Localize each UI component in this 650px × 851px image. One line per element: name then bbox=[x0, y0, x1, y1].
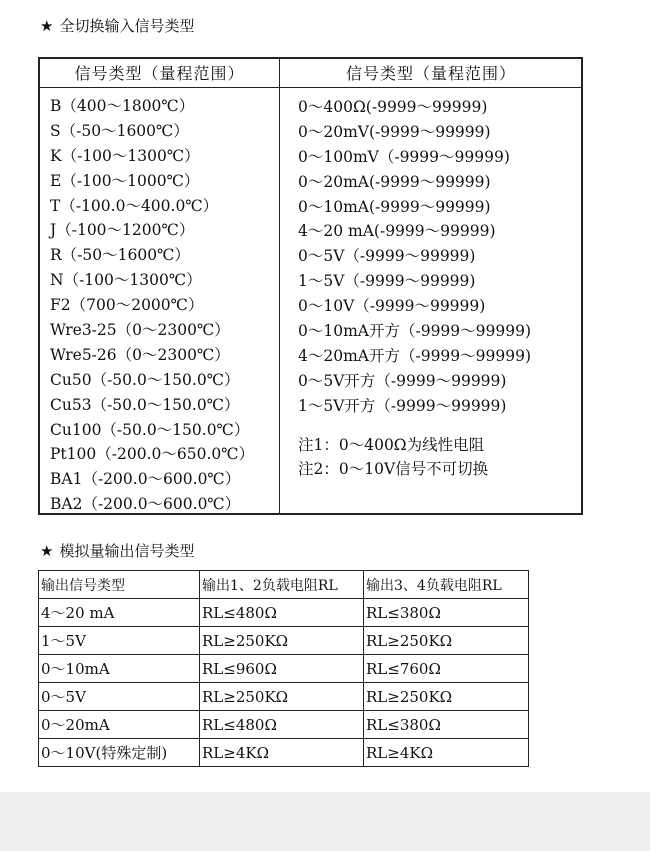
table-row bbox=[39, 739, 529, 767]
list-item: BA2（-200.0～600.0℃） bbox=[50, 495, 241, 514]
table-cell: RL≤380Ω bbox=[364, 599, 529, 627]
list-item: Cu53（-50.0～150.0℃） bbox=[50, 395, 240, 414]
bottom-gray-band bbox=[0, 792, 650, 851]
table-divider-vertical bbox=[279, 59, 280, 513]
list-item: 4～20 mA(-9999～99999) bbox=[298, 222, 496, 241]
section-heading-output-text: 模拟量输出信号类型 bbox=[59, 542, 195, 560]
table-cell: RL≥250KΩ bbox=[200, 627, 364, 655]
list-item: 0～5V（-9999～99999) bbox=[298, 247, 476, 266]
header-cell: 输出信号类型 bbox=[39, 571, 200, 599]
table-divider-horizontal bbox=[40, 87, 581, 88]
output-signal-table bbox=[38, 570, 529, 767]
list-item: K（-100～1300℃） bbox=[50, 146, 200, 165]
list-item: N（-100～1300℃） bbox=[50, 271, 202, 290]
list-item: 0～20mA(-9999～99999) bbox=[298, 172, 491, 191]
table-cell: 0～10V(特殊定制) bbox=[39, 739, 200, 767]
header-cell: 输出1、2负载电阻RL bbox=[200, 571, 364, 599]
table-cell: RL≤480Ω bbox=[200, 599, 364, 627]
list-item: 0～400Ω(-9999～99999) bbox=[298, 98, 488, 116]
table-cell: RL≥250KΩ bbox=[200, 683, 364, 711]
table-header-row bbox=[39, 571, 529, 599]
list-item: 1～5V（-9999～99999) bbox=[298, 272, 476, 291]
list-item: 0～100mV（-9999～99999) bbox=[298, 147, 510, 166]
list-item: 0～20mV(-9999～99999) bbox=[298, 122, 491, 141]
list-item: Cu50（-50.0～150.0℃） bbox=[50, 370, 240, 389]
list-item: 1～5V开方（-9999～99999) bbox=[298, 396, 507, 415]
right-column bbox=[298, 95, 583, 482]
table-row bbox=[39, 599, 529, 627]
table-cell: RL≥4KΩ bbox=[200, 739, 364, 767]
table-cell: RL≥4KΩ bbox=[364, 739, 529, 767]
list-item: R（-50～1600℃） bbox=[50, 246, 190, 265]
list-item: S（-50～1600℃） bbox=[50, 121, 189, 140]
table-cell: 0～20mA bbox=[39, 711, 200, 739]
star-icon: ★ bbox=[40, 16, 54, 35]
input-signal-table bbox=[38, 57, 583, 515]
list-item: 0～5V开方（-9999～99999) bbox=[298, 371, 507, 390]
list-item: Pt100（-200.0～650.0℃） bbox=[50, 445, 255, 464]
table-cell: RL≤380Ω bbox=[364, 711, 529, 739]
table-cell: 0～5V bbox=[39, 683, 200, 711]
list-item: Wre5-26（0～2300℃） bbox=[50, 345, 230, 364]
list-item: 0～10mA(-9999～99999) bbox=[298, 197, 491, 216]
header-right: 信号类型（量程范围） bbox=[345, 64, 516, 83]
list-item: J（-100～1200℃） bbox=[50, 221, 195, 240]
table-cell: 0～10mA bbox=[39, 655, 200, 683]
list-item: Wre3-25（0～2300℃） bbox=[50, 321, 230, 340]
list-item: F2（700～2000℃） bbox=[50, 296, 204, 315]
header-cell: 输出3、4负载电阻RL bbox=[364, 571, 529, 599]
star-icon: ★ bbox=[40, 541, 54, 560]
list-item: B（400～1800℃） bbox=[50, 97, 195, 115]
list-item: 0～10V（-9999～99999) bbox=[298, 297, 486, 316]
list-item: E（-100～1000℃） bbox=[50, 171, 200, 190]
table-row bbox=[39, 711, 529, 739]
table-cell: RL≥250KΩ bbox=[364, 683, 529, 711]
table-row bbox=[39, 627, 529, 655]
list-item: 4～20mA开方（-9999～99999) bbox=[298, 346, 532, 365]
table-cell: RL≤760Ω bbox=[364, 655, 529, 683]
table-row bbox=[39, 683, 529, 711]
list-item: Cu100（-50.0～150.0℃） bbox=[50, 420, 250, 439]
header-left: 信号类型（量程范围） bbox=[74, 64, 245, 83]
left-column bbox=[50, 94, 275, 517]
table-cell: 4～20 mA bbox=[39, 599, 200, 627]
section-heading-input bbox=[40, 15, 194, 36]
table-cell: RL≤960Ω bbox=[200, 655, 364, 683]
notes bbox=[298, 433, 583, 482]
table-row bbox=[39, 655, 529, 683]
section-heading-output bbox=[40, 540, 194, 561]
section-heading-input-text: 全切换输入信号类型 bbox=[59, 17, 195, 35]
note-2: 注2：0～10V信号不可切换 bbox=[298, 460, 489, 479]
table-cell: RL≤480Ω bbox=[200, 711, 364, 739]
list-item: T（-100.0～400.0℃） bbox=[50, 196, 219, 215]
note-1: 注1：0～400Ω为线性电阻 bbox=[298, 435, 485, 454]
table-cell: 1～5V bbox=[39, 627, 200, 655]
list-item: 0～10mA开方（-9999～99999) bbox=[298, 322, 532, 341]
table-cell: RL≥250KΩ bbox=[364, 627, 529, 655]
list-item: BA1（-200.0～600.0℃） bbox=[50, 470, 241, 489]
